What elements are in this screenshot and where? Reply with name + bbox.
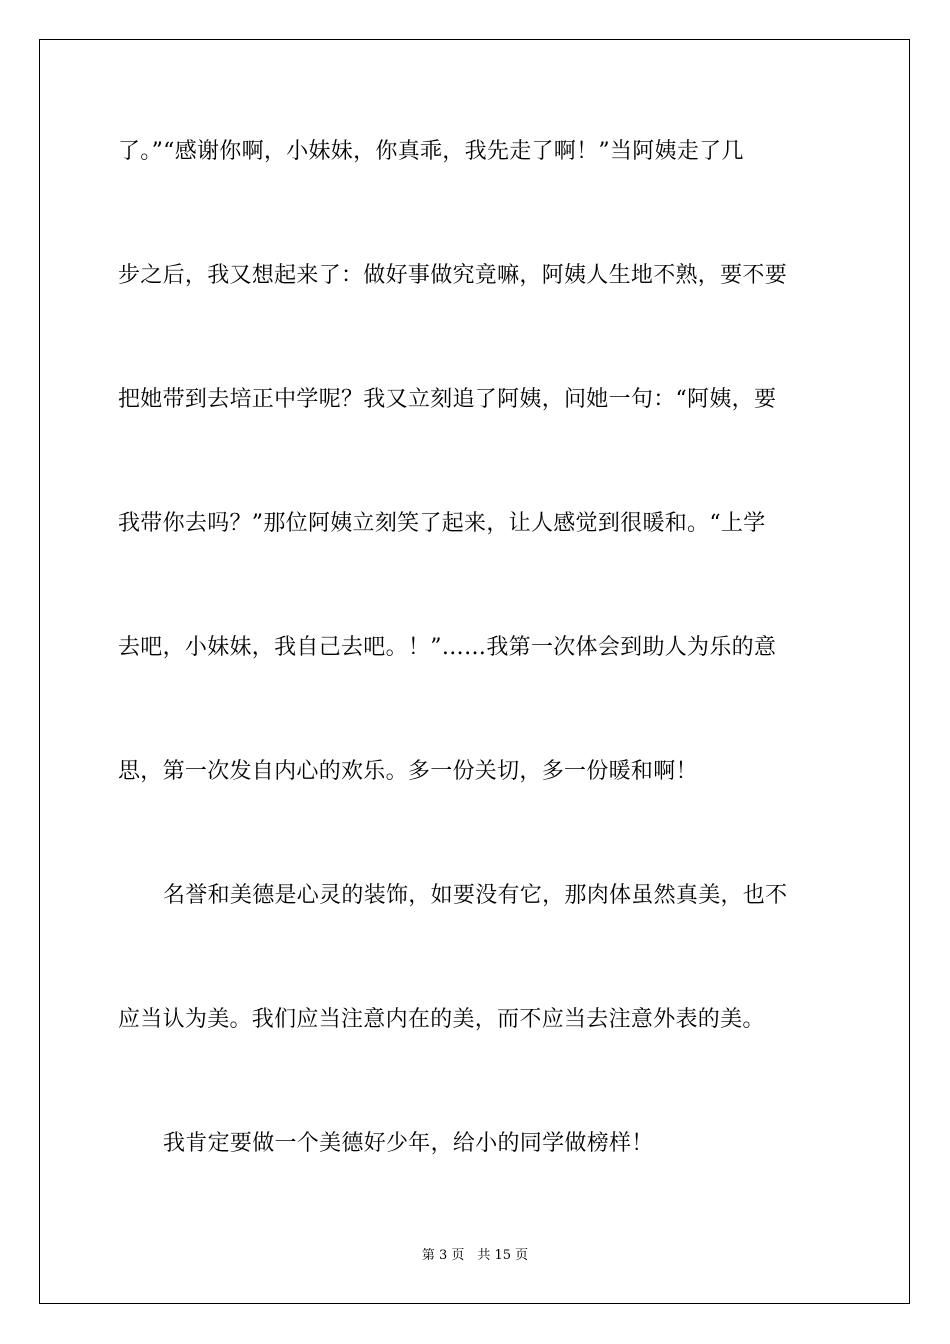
paragraph-start-line: 名誉和美德是心灵的装饰，如要没有它，那肉体虽然真美，也不 [163, 883, 788, 908]
paragraph-start-line: 我肯定要做一个美德好少年，给小的同学做榜样！ [163, 1131, 654, 1156]
text-line: 把她带到去培正中学呢？我又立刻追了阿姨，问她一句：“阿姨，要 [118, 387, 777, 412]
text-line: 我带你去吗？”那位阿姨立刻笑了起来，让人感觉到很暖和。“上学 [118, 511, 766, 536]
text-line: 了。”“感谢你啊，小妹妹，你真乖，我先走了啊！”当阿姨走了几 [118, 139, 744, 164]
page-number-footer: 第 3 页 共 15 页 [421, 1248, 529, 1263]
text-line: 步之后，我又想起来了：做好事做究竟嘛，阿姨人生地不熟，要不要 [118, 263, 788, 288]
text-line: 思，第一次发自内心的欢乐。多一份关切，多一份暖和啊！ [118, 759, 698, 784]
text-line: 应当认为美。我们应当注意内在的美，而不应当去注意外表的美。 [118, 1007, 765, 1032]
page-border [39, 39, 910, 1304]
text-line: 去吧，小妹妹，我自己去吧。！”……我第一次体会到助人为乐的意 [118, 635, 777, 660]
